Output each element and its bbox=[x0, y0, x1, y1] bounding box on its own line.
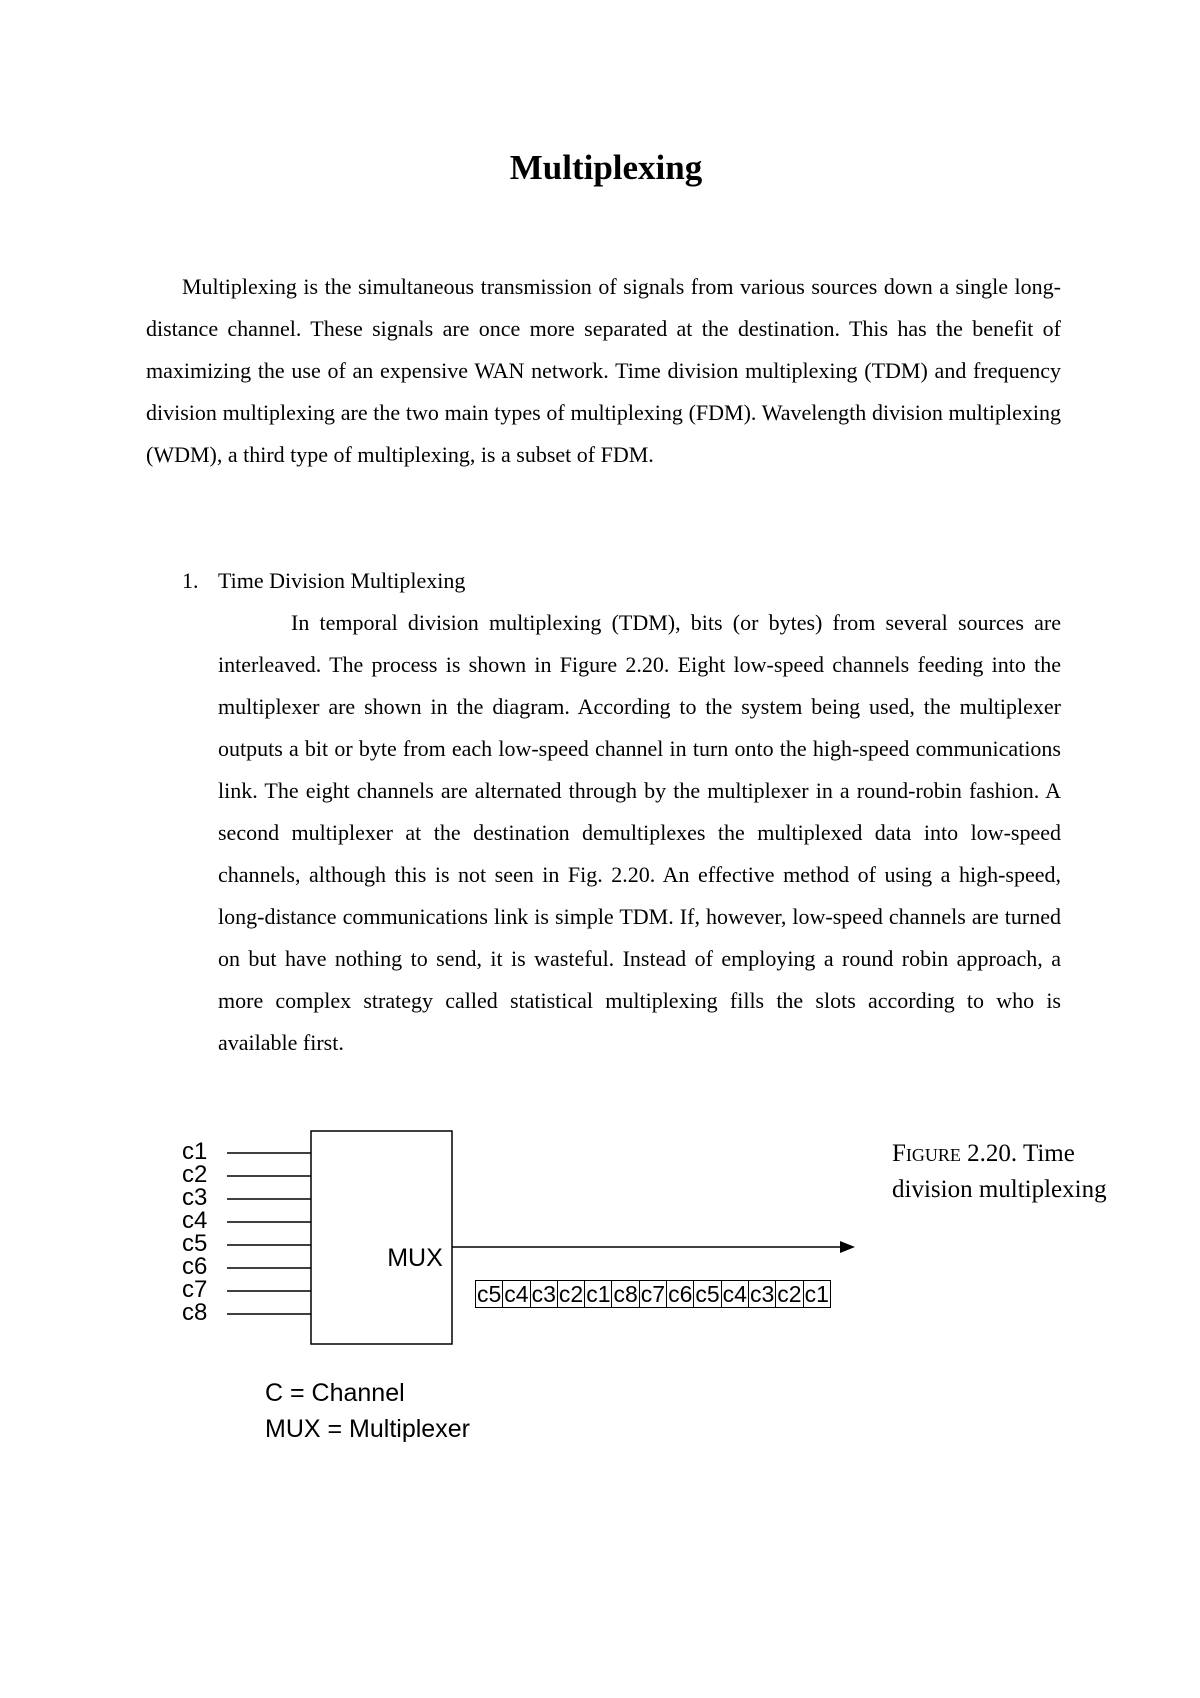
slot-c5: c5 bbox=[477, 1281, 502, 1307]
slot-c6: c6 bbox=[668, 1281, 693, 1307]
channel-label-c3: c3 bbox=[182, 1184, 208, 1211]
channel-label-c8: c8 bbox=[182, 1299, 208, 1326]
legend-channel: C = Channel bbox=[265, 1379, 405, 1407]
channel-label-c2: c2 bbox=[182, 1161, 208, 1188]
slot-c4: c4 bbox=[722, 1281, 747, 1307]
caption-text: Time division multiplexing bbox=[892, 1140, 1107, 1203]
section-number: 1. bbox=[182, 568, 199, 593]
legend-mux: MUX = Multiplexer bbox=[265, 1415, 470, 1443]
section-paragraph: In temporal division multiplexing (TDM), bits (or bytes) from several sources are interleaved. The process is shown in Figure 2.20. Eight low-speed channels feeding into the multiplexer are shown in the diagram. According to the system being used, the multiplexer outputs a bit or byte from each low-speed channel in turn onto the high-speed communications link. The eight channels are alternated through by the multiplexer in a round-robin fashion. A second multiplexer at the destination demultiplexes the multiplexed data into low-speed channels, although this is not seen in Fig. 2.20. An effective method of using a high-speed, long-distance communications link is simple TDM. If, however, low-speed channels are turned on but have nothing to send, it is wasteful. Instead of employing a round robin approach, a more complex strategy called statistical multiplexing fills the slots according to who is available first. bbox=[218, 610, 1061, 1055]
caption-prefix: Figure bbox=[892, 1140, 961, 1167]
output-arrowhead bbox=[840, 1241, 855, 1253]
channel-label-c6: c6 bbox=[182, 1253, 208, 1280]
slot-c5: c5 bbox=[695, 1281, 720, 1307]
section-heading: Time Division Multiplexing bbox=[218, 568, 466, 593]
slot-c7: c7 bbox=[640, 1281, 666, 1307]
slot-c3: c3 bbox=[749, 1281, 775, 1307]
tdm-figure bbox=[175, 1130, 875, 1450]
slot-c2: c2 bbox=[558, 1281, 584, 1307]
slot-c1: c1 bbox=[804, 1281, 829, 1307]
channel-label-c7: c7 bbox=[182, 1276, 208, 1303]
channel-label-c4: c4 bbox=[182, 1207, 208, 1234]
intro-paragraph: Multiplexing is the simultaneous transmission of signals from various sources down a single long-distance channel. These signals are once more separated at the destination. This has the benefit of maximizing the use of an expensive WAN network. Time division multiplexing (TDM) and frequency division multiplexing are the two main types of multiplexing (FDM). Wavelength division multiplexing (WDM), a third type of multiplexing, is a subset of FDM. bbox=[146, 274, 1061, 467]
channel-label-c1: c1 bbox=[182, 1138, 208, 1165]
mux-box bbox=[311, 1131, 452, 1344]
figure-caption bbox=[892, 1136, 1152, 1208]
caption-number: 2.20. bbox=[960, 1140, 1018, 1167]
mux-label: MUX bbox=[387, 1244, 443, 1272]
slot-c3: c3 bbox=[531, 1281, 556, 1307]
page-title: Multiplexing bbox=[509, 148, 703, 187]
slot-c2: c2 bbox=[777, 1281, 802, 1307]
channel-label-c5: c5 bbox=[182, 1230, 208, 1257]
tdm-slot-sequence bbox=[475, 1280, 831, 1308]
slot-c1: c1 bbox=[586, 1281, 611, 1307]
slot-c4: c4 bbox=[504, 1281, 529, 1307]
slot-c8: c8 bbox=[613, 1281, 638, 1307]
